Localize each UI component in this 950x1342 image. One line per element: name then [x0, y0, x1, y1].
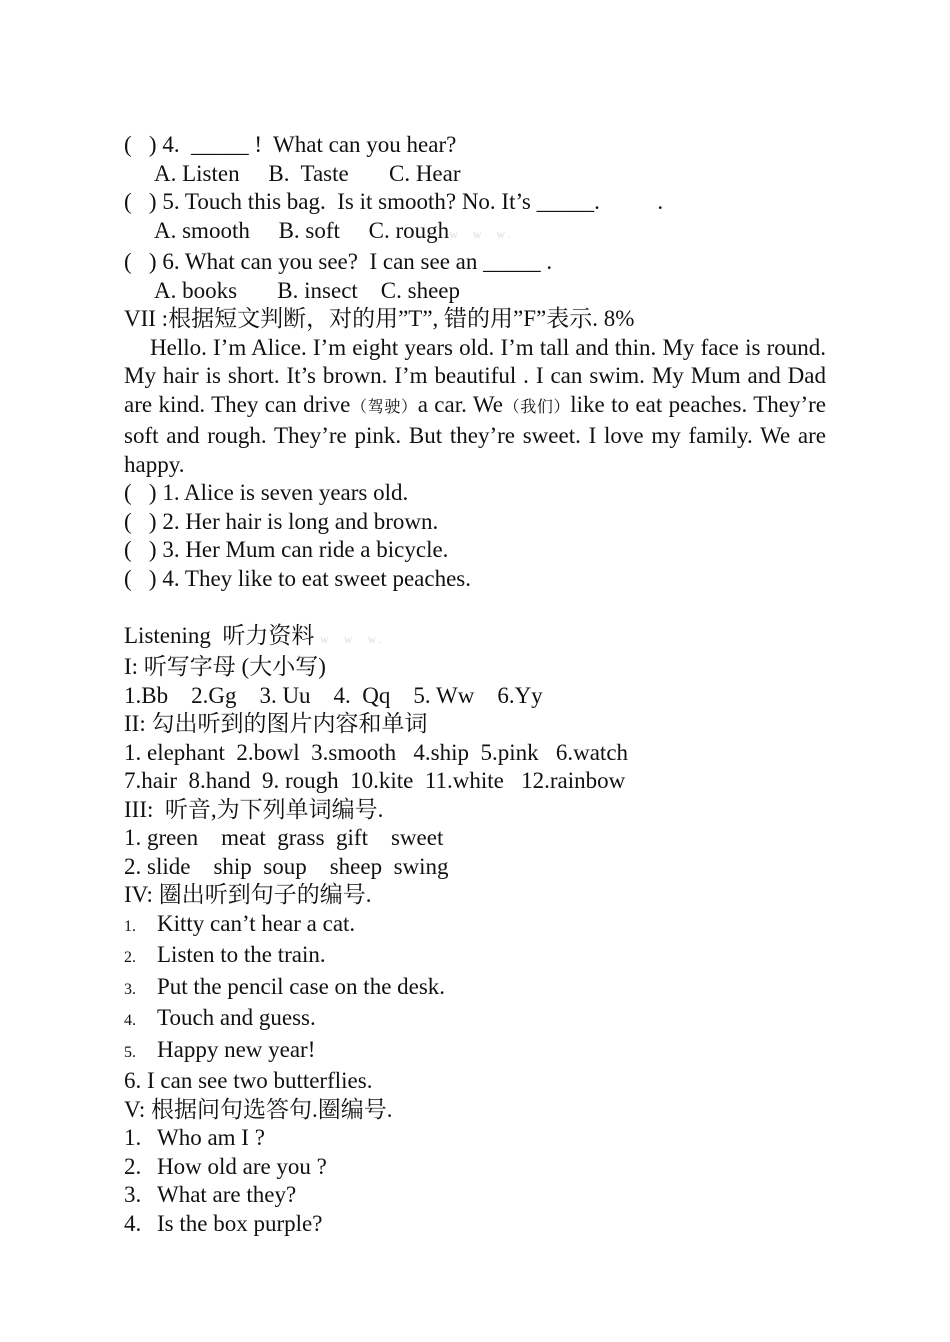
exercise-4 [124, 131, 826, 188]
list-text: What are they? [157, 1182, 297, 1207]
listening-part-heading: II: 勾出听到的图片内容和单词 [124, 711, 428, 736]
listening-part-heading: V: 根据问句选答句.圈编号. [124, 1096, 393, 1122]
listening-line: 1. elephant 2.bowl 3.smooth 4.ship 5.pink 6.watch [124, 739, 629, 765]
spacer [124, 593, 826, 622]
exercise-6 [124, 248, 826, 305]
exercise-question: ( ) 6. What can you see? I can see an _____ . [124, 249, 553, 274]
listening-title-text: Listening 听力资料 [124, 622, 315, 648]
list-number: 3. [124, 980, 136, 998]
list-item [124, 1004, 826, 1036]
passage-gloss: （我们） [502, 398, 571, 416]
section-heading: VII :根据短文判断，对的用”T”, 错的用”F”表示. 8% [124, 306, 635, 331]
document-page [124, 131, 826, 1238]
list-number: 2. [124, 949, 136, 966]
exercise-question: ( ) 5. Touch this bag. Is it smooth? No. It’s _____. . [124, 189, 664, 214]
listening-part-heading: IV: 圈出听到句子的编号. [124, 882, 372, 907]
passage-gloss: （驾驶） [350, 398, 418, 416]
true-false-item: ( ) 4. They like to eat sweet peaches. [124, 565, 471, 591]
exercise-question: ( ) 4. _____ ! What can you hear? [124, 132, 457, 157]
list-item [124, 1036, 826, 1068]
reading-passage [124, 334, 826, 480]
list-number: 1. [124, 1125, 142, 1150]
list-item [124, 1124, 826, 1153]
list-text: Happy new year! [157, 1036, 316, 1062]
exercise-options [124, 217, 826, 249]
listening-line: 1. green meat grass gift sweet [124, 825, 444, 850]
listening-line: 6. I can see two butterflies. [124, 1068, 373, 1093]
list-text: How old are you ? [157, 1153, 327, 1179]
listening-line: 1.Bb 2.Gg 3. Uu 4. Qq 5. Ww 6.Yy [124, 682, 543, 708]
list-text: Put the pencil case on the desk. [157, 973, 446, 999]
watermark: w w w. [449, 226, 514, 241]
list-number: 4. [124, 1210, 142, 1236]
question-list [124, 1124, 826, 1238]
true-false-item: ( ) 3. Her Mum can ride a bicycle. [124, 537, 449, 562]
list-text: Touch and guess. [157, 1005, 316, 1030]
list-text: Who am I ? [157, 1125, 265, 1150]
listening-title [124, 622, 826, 654]
passage-text: like to eat peaches. They’re soft and rough. They’re pink. But they’re sweet. I love my family. We are happy. [124, 391, 826, 477]
listening-line: 7.hair 8.hand 9. rough 10.kite 11.white 12.rainbow [124, 768, 626, 793]
listening-line: 2. slide ship soup sheep swing [124, 853, 449, 879]
listening-part-heading: I: 听写字母 (大小写) [124, 654, 326, 679]
list-text: Listen to the train. [157, 942, 326, 967]
list-text: Kitty can’t hear a cat. [157, 910, 356, 936]
exercise-options: A. Listen B. Taste C. Hear [154, 160, 461, 186]
list-number: 1. [124, 917, 136, 935]
list-number: 4. [124, 1012, 136, 1029]
true-false-item: ( ) 1. Alice is seven years old. [124, 480, 409, 505]
list-item [124, 1153, 826, 1182]
list-item [124, 1210, 826, 1239]
exercise-5 [124, 188, 826, 248]
options-text: A. smooth B. soft C. rough [154, 217, 450, 243]
list-number: 3. [124, 1182, 142, 1207]
passage-text: a car. We [417, 391, 503, 417]
list-item [124, 1181, 826, 1210]
list-text: Is the box purple? [157, 1210, 323, 1236]
list-number: 5. [124, 1043, 136, 1061]
listening-part-heading: III: 听音,为下列单词编号. [124, 796, 384, 822]
list-item [124, 973, 826, 1005]
list-item [124, 910, 826, 942]
watermark: w w w. [320, 631, 385, 646]
passage-text: Hello. I’m Alice. I’m eight years old. I’m tall and thin. My face is round. My hair is short. It’s brown. I’m beautiful . I can swim. My Mum and Dad are kind. They can drive [124, 334, 826, 417]
exercise-options: A. books B. insect C. sheep [154, 277, 461, 303]
true-false-item: ( ) 2. Her hair is long and brown. [124, 508, 439, 534]
list-number: 2. [124, 1153, 142, 1179]
sentence-list [124, 910, 826, 1068]
list-item [124, 941, 826, 973]
